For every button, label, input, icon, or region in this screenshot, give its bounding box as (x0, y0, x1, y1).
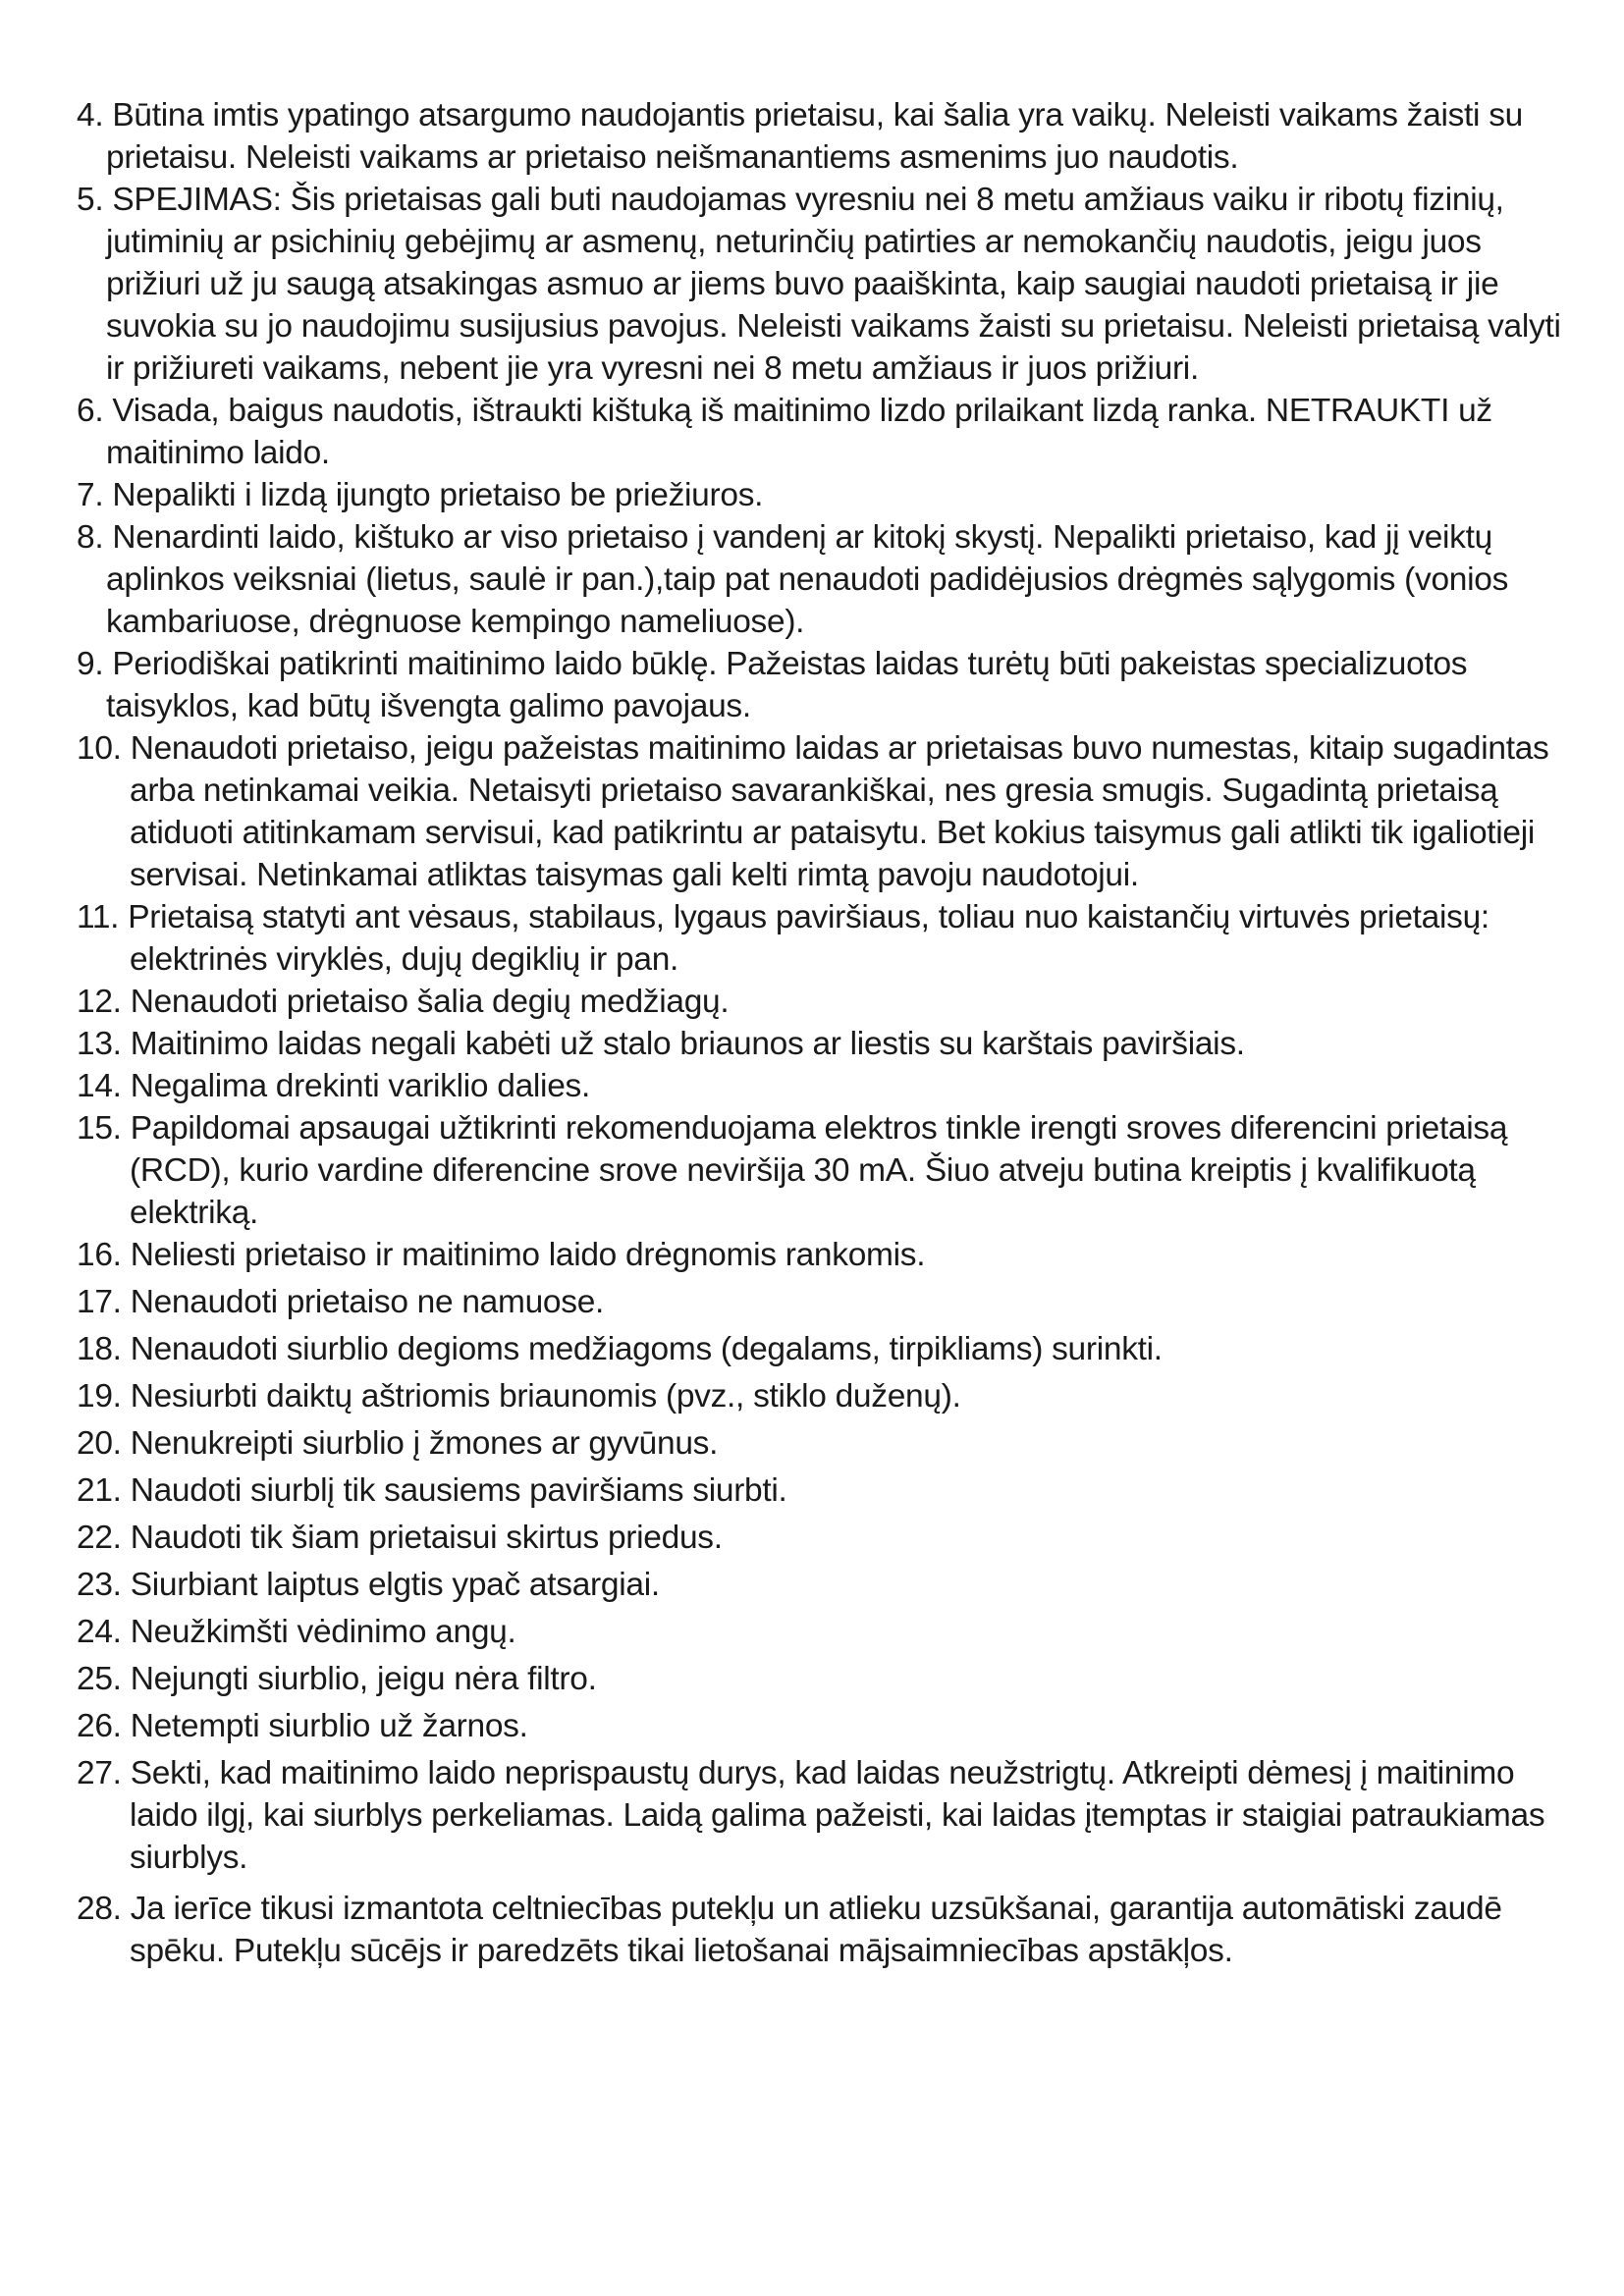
item-text: Siurbiant laiptus elgtis ypač atsargiai. (130, 1567, 660, 1603)
item-number: 4. (77, 97, 104, 133)
list-item-28 (77, 1888, 1569, 1972)
list-item-8 (77, 516, 1569, 643)
item-text: SPEJIMAS: Šis prietaisas gali buti naudojamas vyresniu nei 8 metu amžiaus vaiku ir ribotų fizinių, jutiminių ar psichinių gebėjimų ar asmenų, neturinčių patirties ar nemokančių naudotis, jeigu juos prižiuri už ju saugą atsakingas asmuo ar jiems buvo paaiškinta, kaip saugiai naudoti prietaisą ir jie suvokia su jo naudojimu susijusius pavojus. Neleisti vaikams žaisti su prietaisu. Neleisti prietaisą valyti ir prižiureti vaikams, nebent jie yra vyresni nei 8 metu amžiaus ir juos prižiuri. (106, 182, 1561, 387)
item-text: Nenukreipti siurblio į žmones ar gyvūnus. (130, 1425, 719, 1462)
list-item-5 (77, 179, 1569, 390)
item-text: Periodiškai patikrinti maitinimo laido būklę. Pažeistas laidas turėtų būti pakeistas specializuotos taisyklos, kad būtų išvengta galimo pavojaus. (106, 646, 1468, 724)
item-number: 18. (77, 1331, 122, 1367)
item-number: 21. (77, 1472, 122, 1509)
list-item-4 (77, 94, 1569, 179)
item-number: 20. (77, 1425, 122, 1462)
item-text: Ja ierīce tikusi izmantota celtniecības putekļu un atlieku uzsūkšanai, garantija automātiski zaudē spēku. Putekļu sūcējs ir paredzēts tikai lietošanai mājsaimniecības apstākļos. (130, 1891, 1502, 1969)
item-text: Prietaisą statyti ant vėsaus, stabilaus, lygaus paviršiaus, toliau nuo kaistančių virtuvės prietaisų: elektrinės viryklės, dujų degiklių ir pan. (128, 899, 1489, 978)
item-number: 15. (77, 1110, 122, 1147)
item-text: Nejungti siurblio, jeigu nėra filtro. (130, 1661, 597, 1697)
instruction-list (77, 94, 1569, 1972)
item-text: Nenaudoti prietaiso ne namuose. (130, 1284, 605, 1320)
item-text: Sekti, kad maitinimo laido neprispaustų durys, kad laidas neužstrigtų. Atkreipti dėmesį į maitinimo laido ilgį, kai siurblys perkeliamas. Laidą galima pažeisti, kai laidas įtemptas ir staigiai patraukiamas siurblys. (130, 1755, 1545, 1876)
list-item-10 (77, 727, 1569, 896)
item-number: 17. (77, 1284, 122, 1320)
item-number: 16. (77, 1237, 122, 1273)
item-number: 6. (77, 393, 104, 429)
item-text: Nepalikti i lizdą ijungto prietaiso be priežiuros. (112, 477, 764, 513)
item-text: Neliesti prietaiso ir maitinimo laido drėgnomis rankomis. (130, 1237, 926, 1273)
list-item-27 (77, 1752, 1569, 1879)
item-text: Nesiurbti daiktų aštriomis briaunomis (pvz., stiklo duženų). (130, 1378, 961, 1415)
item-text: Negalima drekinti variklio dalies. (130, 1068, 590, 1104)
list-item-19 (77, 1375, 1569, 1417)
list-item-21 (77, 1469, 1569, 1512)
item-text: Maitinimo laidas negali kabėti už stalo briaunos ar liestis su karštais paviršiais. (130, 1026, 1245, 1062)
item-text: Nenaudoti siurblio degioms medžiagoms (degalams, tirpikliams) surinkti. (130, 1331, 1163, 1367)
item-number: 7. (77, 477, 104, 513)
list-item-22 (77, 1517, 1569, 1559)
item-number: 5. (77, 182, 104, 218)
item-text: Nenaudoti prietaiso šalia degių medžiagų. (130, 984, 730, 1020)
list-item-13 (77, 1023, 1569, 1065)
item-text: Neužkimšti vėdinimo angų. (130, 1614, 516, 1650)
item-text: Nenardinti laido, kištuko ar viso prietaiso į vandenį ar kitokį skystį. Nepalikti prietaiso, kad jį veiktų aplinkos veiksniai (lietus, saulė ir pan.),taip pat nenaudoti padidėjusios drėgmės sąlygomis (vonios kambariuose, drėgnuose kempingo nameliuose). (106, 519, 1509, 640)
list-item-6 (77, 390, 1569, 474)
list-item-17 (77, 1281, 1569, 1323)
item-number: 11. (77, 899, 120, 935)
item-text: Nenaudoti prietaiso, jeigu pažeistas maitinimo laidas ar prietaisas buvo numestas, kitaip sugadintas arba netinkamai veikia. Netaisyti prietaiso savarankiškai, nes gresia smugis. Sugadintą prietaisą atiduoti atitinkamam servisui, kad patikrintu ar pataisytu. Bet kokius taisymus gali atlikti tik igaliotieji servisai. Netinkamai atliktas taisymas gali kelti rimtą pavoju naudotojui. (130, 730, 1549, 893)
item-number: 13. (77, 1026, 122, 1062)
item-number: 14. (77, 1068, 122, 1104)
item-text: Būtina imtis ypatingo atsargumo naudojantis prietaisu, kai šalia yra vaikų. Neleisti vaikams žaisti su prietaisu. Neleisti vaikams ar prietaiso neišmanantiems asmenims juo naudotis. (106, 97, 1523, 176)
item-number: 8. (77, 519, 104, 556)
list-item-11 (77, 896, 1569, 981)
item-text: Naudoti siurblį tik sausiems paviršiams siurbti. (130, 1472, 787, 1509)
item-number: 10. (77, 730, 122, 767)
list-item-25 (77, 1658, 1569, 1700)
item-number: 22. (77, 1520, 122, 1556)
list-item-24 (77, 1611, 1569, 1653)
item-text: Naudoti tik šiam prietaisui skirtus priedus. (130, 1520, 723, 1556)
item-number: 24. (77, 1614, 122, 1650)
list-item-15 (77, 1107, 1569, 1234)
item-number: 19. (77, 1378, 122, 1415)
item-text: Netempti siurblio už žarnos. (130, 1708, 528, 1744)
list-item-18 (77, 1328, 1569, 1370)
item-number: 27. (77, 1755, 122, 1791)
list-item-7 (77, 474, 1569, 516)
item-number: 12. (77, 984, 122, 1020)
list-item-23 (77, 1564, 1569, 1606)
item-text: Visada, baigus naudotis, ištraukti kištuką iš maitinimo lizdo prilaikant lizdą ranka. NETRAUKTI už maitinimo laido. (106, 393, 1492, 471)
list-item-9 (77, 643, 1569, 727)
list-item-16 (77, 1234, 1569, 1276)
item-number: 25. (77, 1661, 122, 1697)
item-number: 23. (77, 1567, 122, 1603)
list-item-26 (77, 1705, 1569, 1747)
list-item-14 (77, 1065, 1569, 1107)
list-item-12 (77, 981, 1569, 1023)
list-item-20 (77, 1422, 1569, 1465)
item-text: Papildomai apsaugai užtikrinti rekomenduojama elektros tinkle irengti sroves diferencini prietaisą (RCD), kurio vardine diferencine srove neviršija 30 mA. Šiuo atveju butina kreiptis į kvalifikuotą elektriką. (130, 1110, 1508, 1231)
item-number: 28. (77, 1891, 122, 1927)
item-number: 26. (77, 1708, 122, 1744)
item-number: 9. (77, 646, 104, 682)
